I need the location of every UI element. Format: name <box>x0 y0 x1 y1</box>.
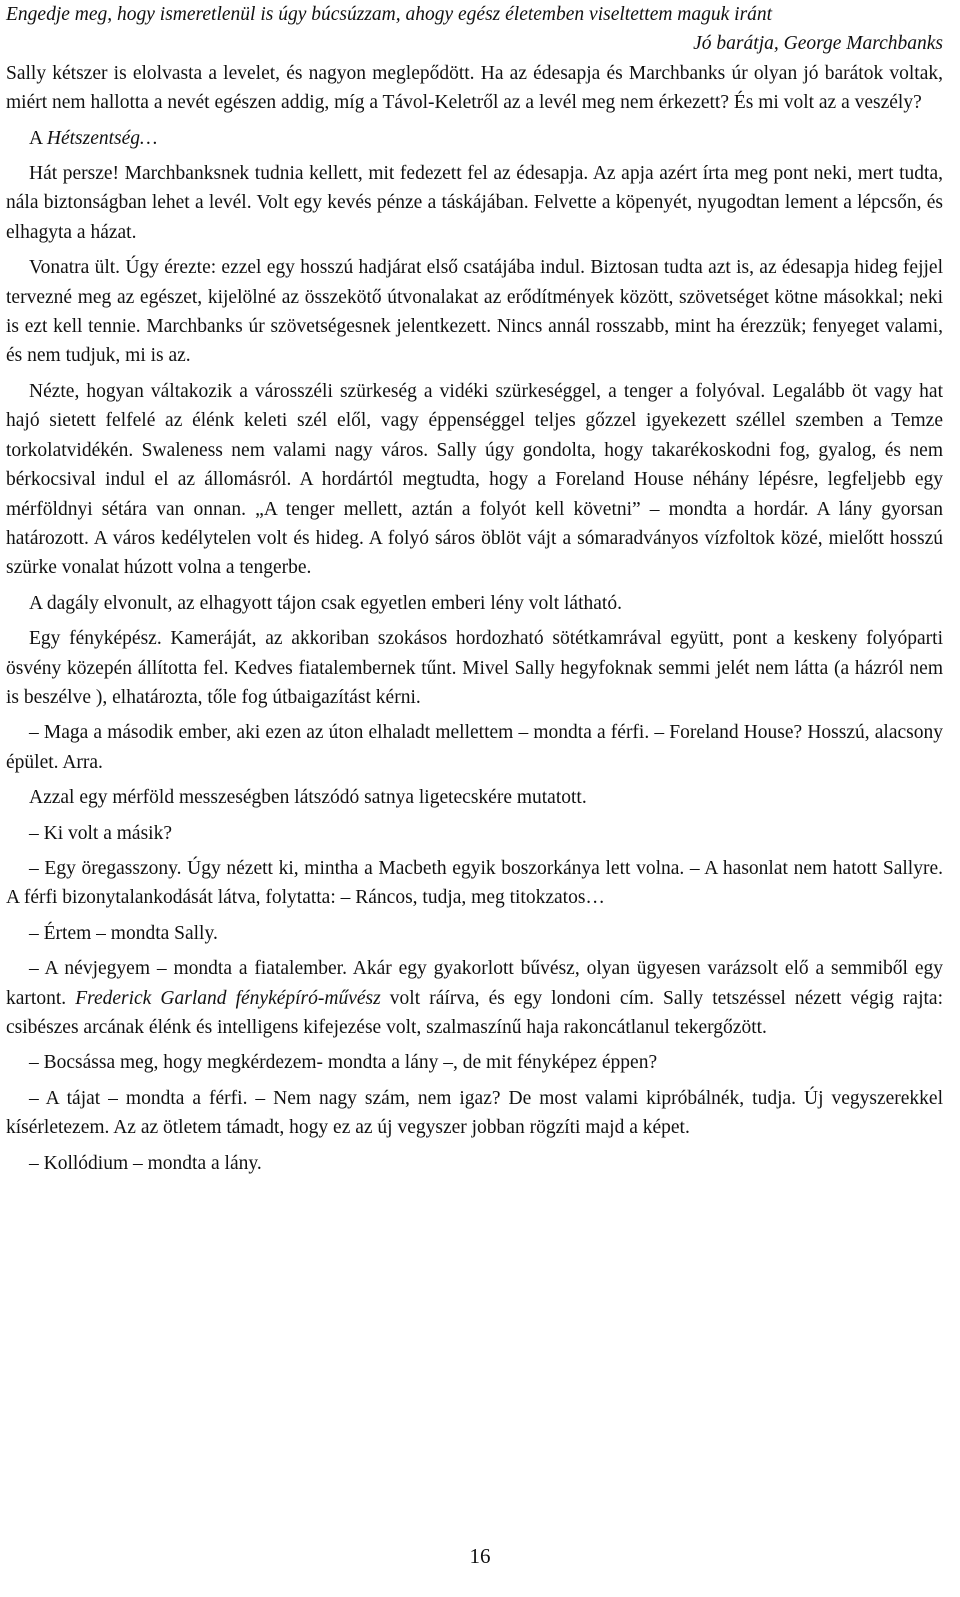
scene-heading-paragraph <box>6 124 943 153</box>
dialogue-paragraph: – Ki volt a másik? <box>29 822 172 844</box>
page-number: 16 <box>469 1544 491 1568</box>
dialogue-text-before: – A névjegyem – mondta a fiatalember. Akár egy gyakorlott bűvész, olyan ügyesen varázsolt elő a semmiből egy kartont. <box>6 958 943 1009</box>
body-paragraph: Sally kétszer is elolvasta a levelet, és nagyon meglepődött. Ha az édesapja és Marchbanks úr olyan jó barátok voltak, miért nem hallotta a nevét egészen addig, míg a Távol-Keletről az a levél meg nem érkezett? És mi volt az a veszély? <box>6 62 943 114</box>
dialogue-text-after: volt ráírva, és egy londoni cím. Sally tetszéssel nézett végig rajta: csibészes arcának élénk és intelligens kifejezése volt, szalmaszínű haja rakoncátlanul tekergőzött. <box>6 987 943 1038</box>
body-paragraph: Nézte, hogyan váltakozik a városszéli szürkeség a vidéki szürkeséggel, a tenger a folyóval. Legalább öt vagy hat hajó sietett felfelé az élénk keleti szél elől, vagy éppenséggel teljes gőzzel igyekezett széllel szemben a Temze torkolatvidékén. Swaleness nem valami nagy város. Sally úgy gondolta, hogy takarékoskodni fog, gyalog, és nem bérkocsival indul el az állomásról. A hordártól megtudta, hogy a Foreland House néhány lépésre, legfeljebb egy mérföldnyi sétára van onnan. „A tenger mellett, aztán a folyót kell követni” – mondta a hordár. A lány gyorsan határozott. A város kedélytelen volt és hideg. A folyó sáros öblöt vájt a sómaradványos vízfoltok közé, mielőtt hosszú szürke vonalat húzott volna a tengerbe. <box>6 380 943 579</box>
heading-prefix: A <box>29 127 47 149</box>
dialogue-paragraph: – Egy öregasszony. Úgy nézett ki, mintha a Macbeth egyik boszorkánya lett volna. – A hasonlat nem hatott Sallyre. A férfi bizonytalankodását látva, folytatta: – Ráncos, tudja, meg titokzatos… <box>6 857 943 909</box>
body-paragraph: Azzal egy mérföld messzeségben látszódó satnya ligetecskére mutatott. <box>29 787 587 809</box>
body-paragraph: Hát persze! Marchbanksnek tudnia kellett, mit fedezett fel az édesapja. Az apja azért írta meg pont neki, mert tudta, nála biztonságban lehet a levél. Volt egy kevés pénze a táskájában. Felvette a köpenyét, nyugodtan lement a lépcsőn, és elhagyta a házat. <box>6 163 943 243</box>
dialogue-paragraph <box>6 954 943 1042</box>
dialogue-paragraph: – Maga a második ember, aki ezen az úton elhaladt mellettem – mondta a férfi. – Foreland House? Hosszú, alacsony épület. Arra. <box>6 722 943 773</box>
body-paragraph: Vonatra ült. Úgy érezte: ezzel egy hosszú hadjárat első csatájába indul. Biztosan tudta azt is, az édesapja hideg fejjel tervezné meg az egészet, kijelölné az összekötő útvonalakat az erődítmények között, szövetséget kötne másokkal; neki is ezt kell tennie. Marchbanks úr szövetségesnek jelentkezett. Nincs annál rosszabb, mint ha érezzük; fenyeget valami, és nem tudjuk, mi is az. <box>6 257 943 367</box>
body-paragraph: A dagály elvonult, az elhagyott tájon csak egyetlen emberi lény volt látható. <box>29 592 622 614</box>
dialogue-paragraph: – Bocsássa meg, hogy megkérdezem- mondta a lány –, de mit fényképez éppen? <box>29 1052 658 1074</box>
business-card-text: Frederick Garland fényképíró-művész <box>75 987 381 1009</box>
letter-signature: Jó barátja, George Marchbanks <box>693 33 943 55</box>
letter-closing-paragraph: Engedje meg, hogy ismeretlenül is úgy búcsúzzam, ahogy egész életemben viseltettem maguk iránt <box>6 4 773 25</box>
heading-emphasis: Hétszentség… <box>46 127 158 149</box>
dialogue-paragraph: – A tájat – mondta a férfi. – Nem nagy szám, nem igaz? De most valami kipróbálnék, tudja. Új vegyszerekkel kísérletezem. Az az ötletem támadt, hogy ez az új vegyszer jobban rögzíti majd a képet. <box>6 1087 943 1139</box>
dialogue-paragraph: – Értem – mondta Sally. <box>29 922 218 944</box>
body-paragraph: Egy fényképész. Kameráját, az akkoriban szokásos hordozható sötétkamrával együtt, pont a keskeny folyóparti ösvény közepén állította fel. Kedves fiatalembernek tűnt. Mivel Sally hegyfoknak semmi jelét nem látta (a házról nem is beszélve ), elhatározta, tőle fog útbaigazítást kérni. <box>6 628 943 708</box>
dialogue-paragraph: – Kollódium – mondta a lány. <box>29 1152 262 1174</box>
